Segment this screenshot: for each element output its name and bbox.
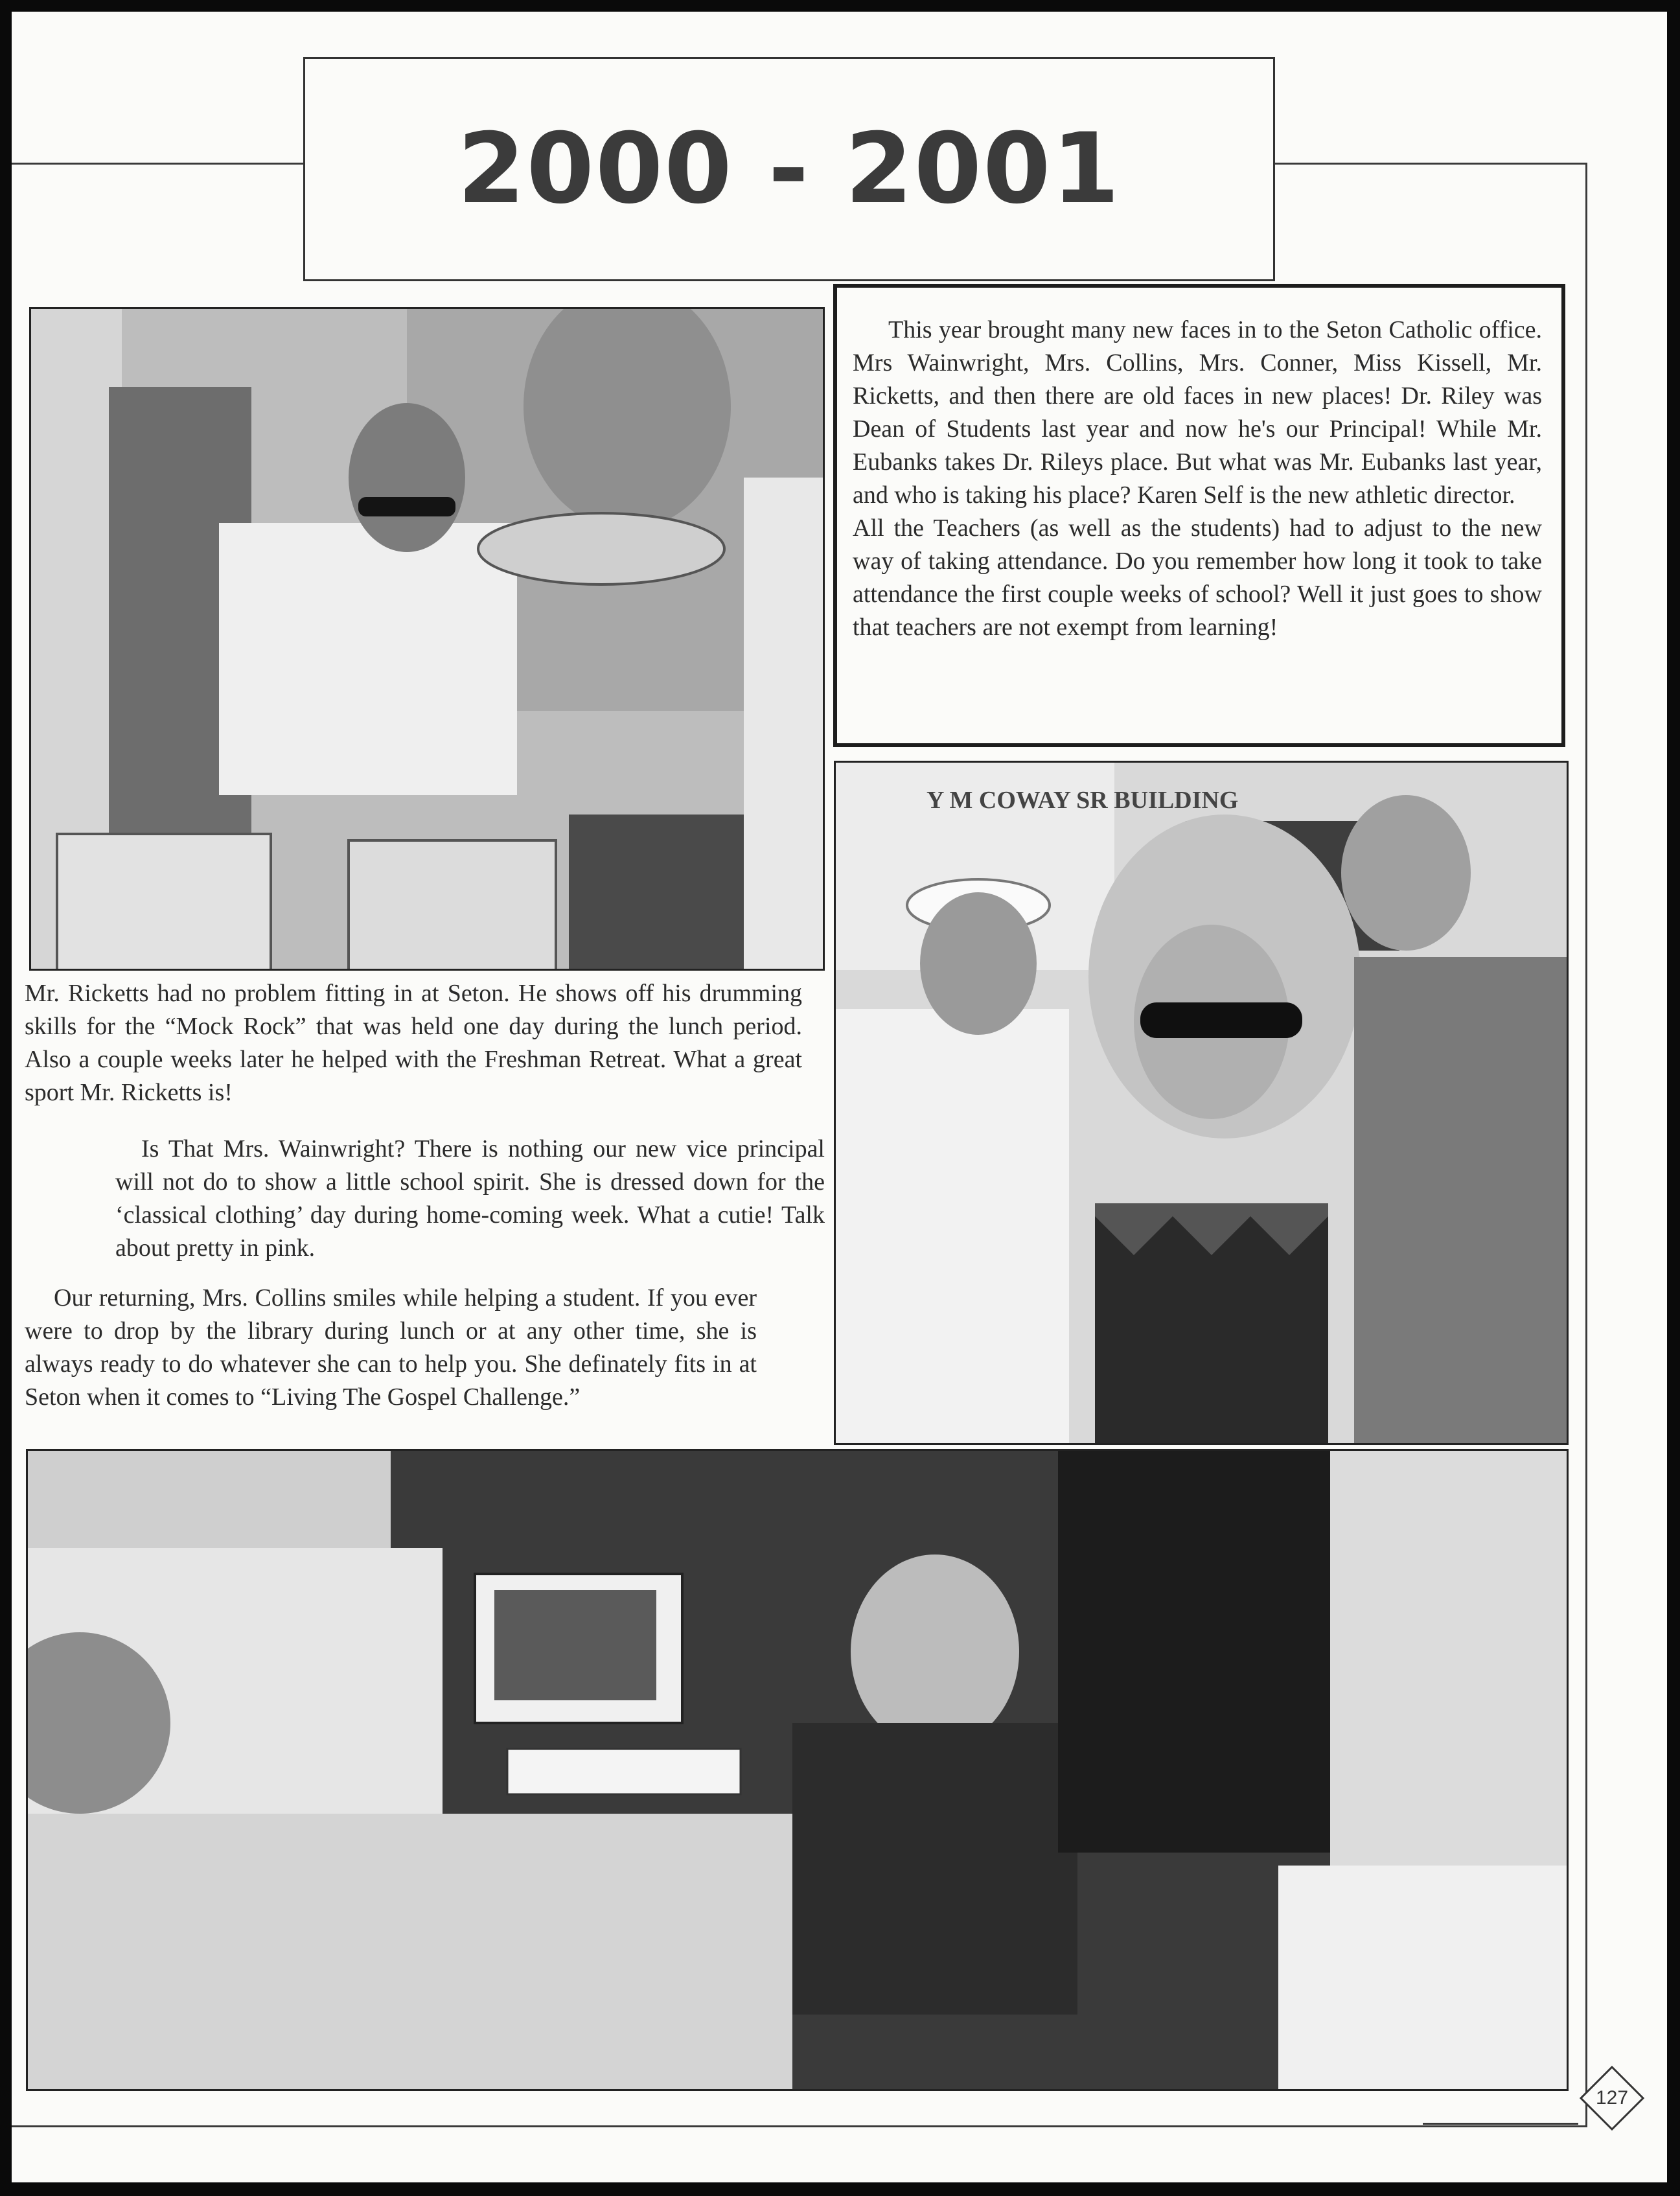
frame-bottom-line xyxy=(12,2125,1587,2127)
yearbook-page xyxy=(12,12,1667,2182)
frame-right-line xyxy=(1585,163,1587,2126)
frame-top-right-line xyxy=(1271,163,1587,165)
caption-ricketts xyxy=(25,977,802,1109)
intro-paragraph-1: This year brought many new faces in to the Seton Catholic office. Mrs Wainwright, Mrs. Collins, Mrs. Conner, Miss Kissell, Mr. Ricketts, and then there are old faces in new places! Dr. Riley was Dean of Students last year and now he's our Principal! While Mr. Eubanks takes Dr. Rileys place. But what was Mr. Eubanks last year, and who is taking his place? Karen Self is the new athletic director. xyxy=(853,316,1542,509)
frame-bottom-right-tick xyxy=(1423,2123,1578,2125)
caption-collins xyxy=(25,1282,757,1414)
caption-ricketts-text: Mr. Ricketts had no problem fitting in at Seton. He shows off his drumming skills for the “Mock Rock” that was held one day during the lunch period. Also a couple weeks later he helped with the Freshman Retreat. What a great sport Mr. Ricketts is! xyxy=(25,980,802,1106)
page-number-text: 127 xyxy=(1595,2087,1629,2109)
page-number xyxy=(1580,2066,1644,2131)
intro-text-box xyxy=(833,284,1565,747)
caption-wainwright-text: Is That Mrs. Wainwright? There is nothing our new vice principal will not do to show a little school spirit. She is dressed down for the ‘classical clothing’ day during home-coming week. What a cutie! Talk about pretty in pink. xyxy=(115,1135,825,1262)
photo-office xyxy=(26,1449,1569,2091)
caption-collins-text: Our returning, Mrs. Collins smiles while helping a student. If you ever were to drop by the library during lunch or at any other time, she is always ready to do whatever she can to help you. She definately fits in at Seton when it comes to “Living The Gospel Challenge.” xyxy=(25,1284,757,1411)
page-title: 2000 - 2001 xyxy=(457,113,1121,225)
caption-wainwright xyxy=(115,1133,825,1265)
title-box xyxy=(303,57,1275,281)
building-sign: Y M COWAY SR BUILDING xyxy=(926,787,1239,814)
intro-paragraph-2: All the Teachers (as well as the students) had to adjust to the new way of taking attendance. Do you remember how long it took to take attendance the first couple weeks of school? Well it just goes to show that teachers are not exempt from learning! xyxy=(853,514,1542,641)
frame-top-left-line xyxy=(12,163,305,165)
photo-wainwright xyxy=(834,761,1569,1445)
photo-drummer xyxy=(29,307,825,971)
